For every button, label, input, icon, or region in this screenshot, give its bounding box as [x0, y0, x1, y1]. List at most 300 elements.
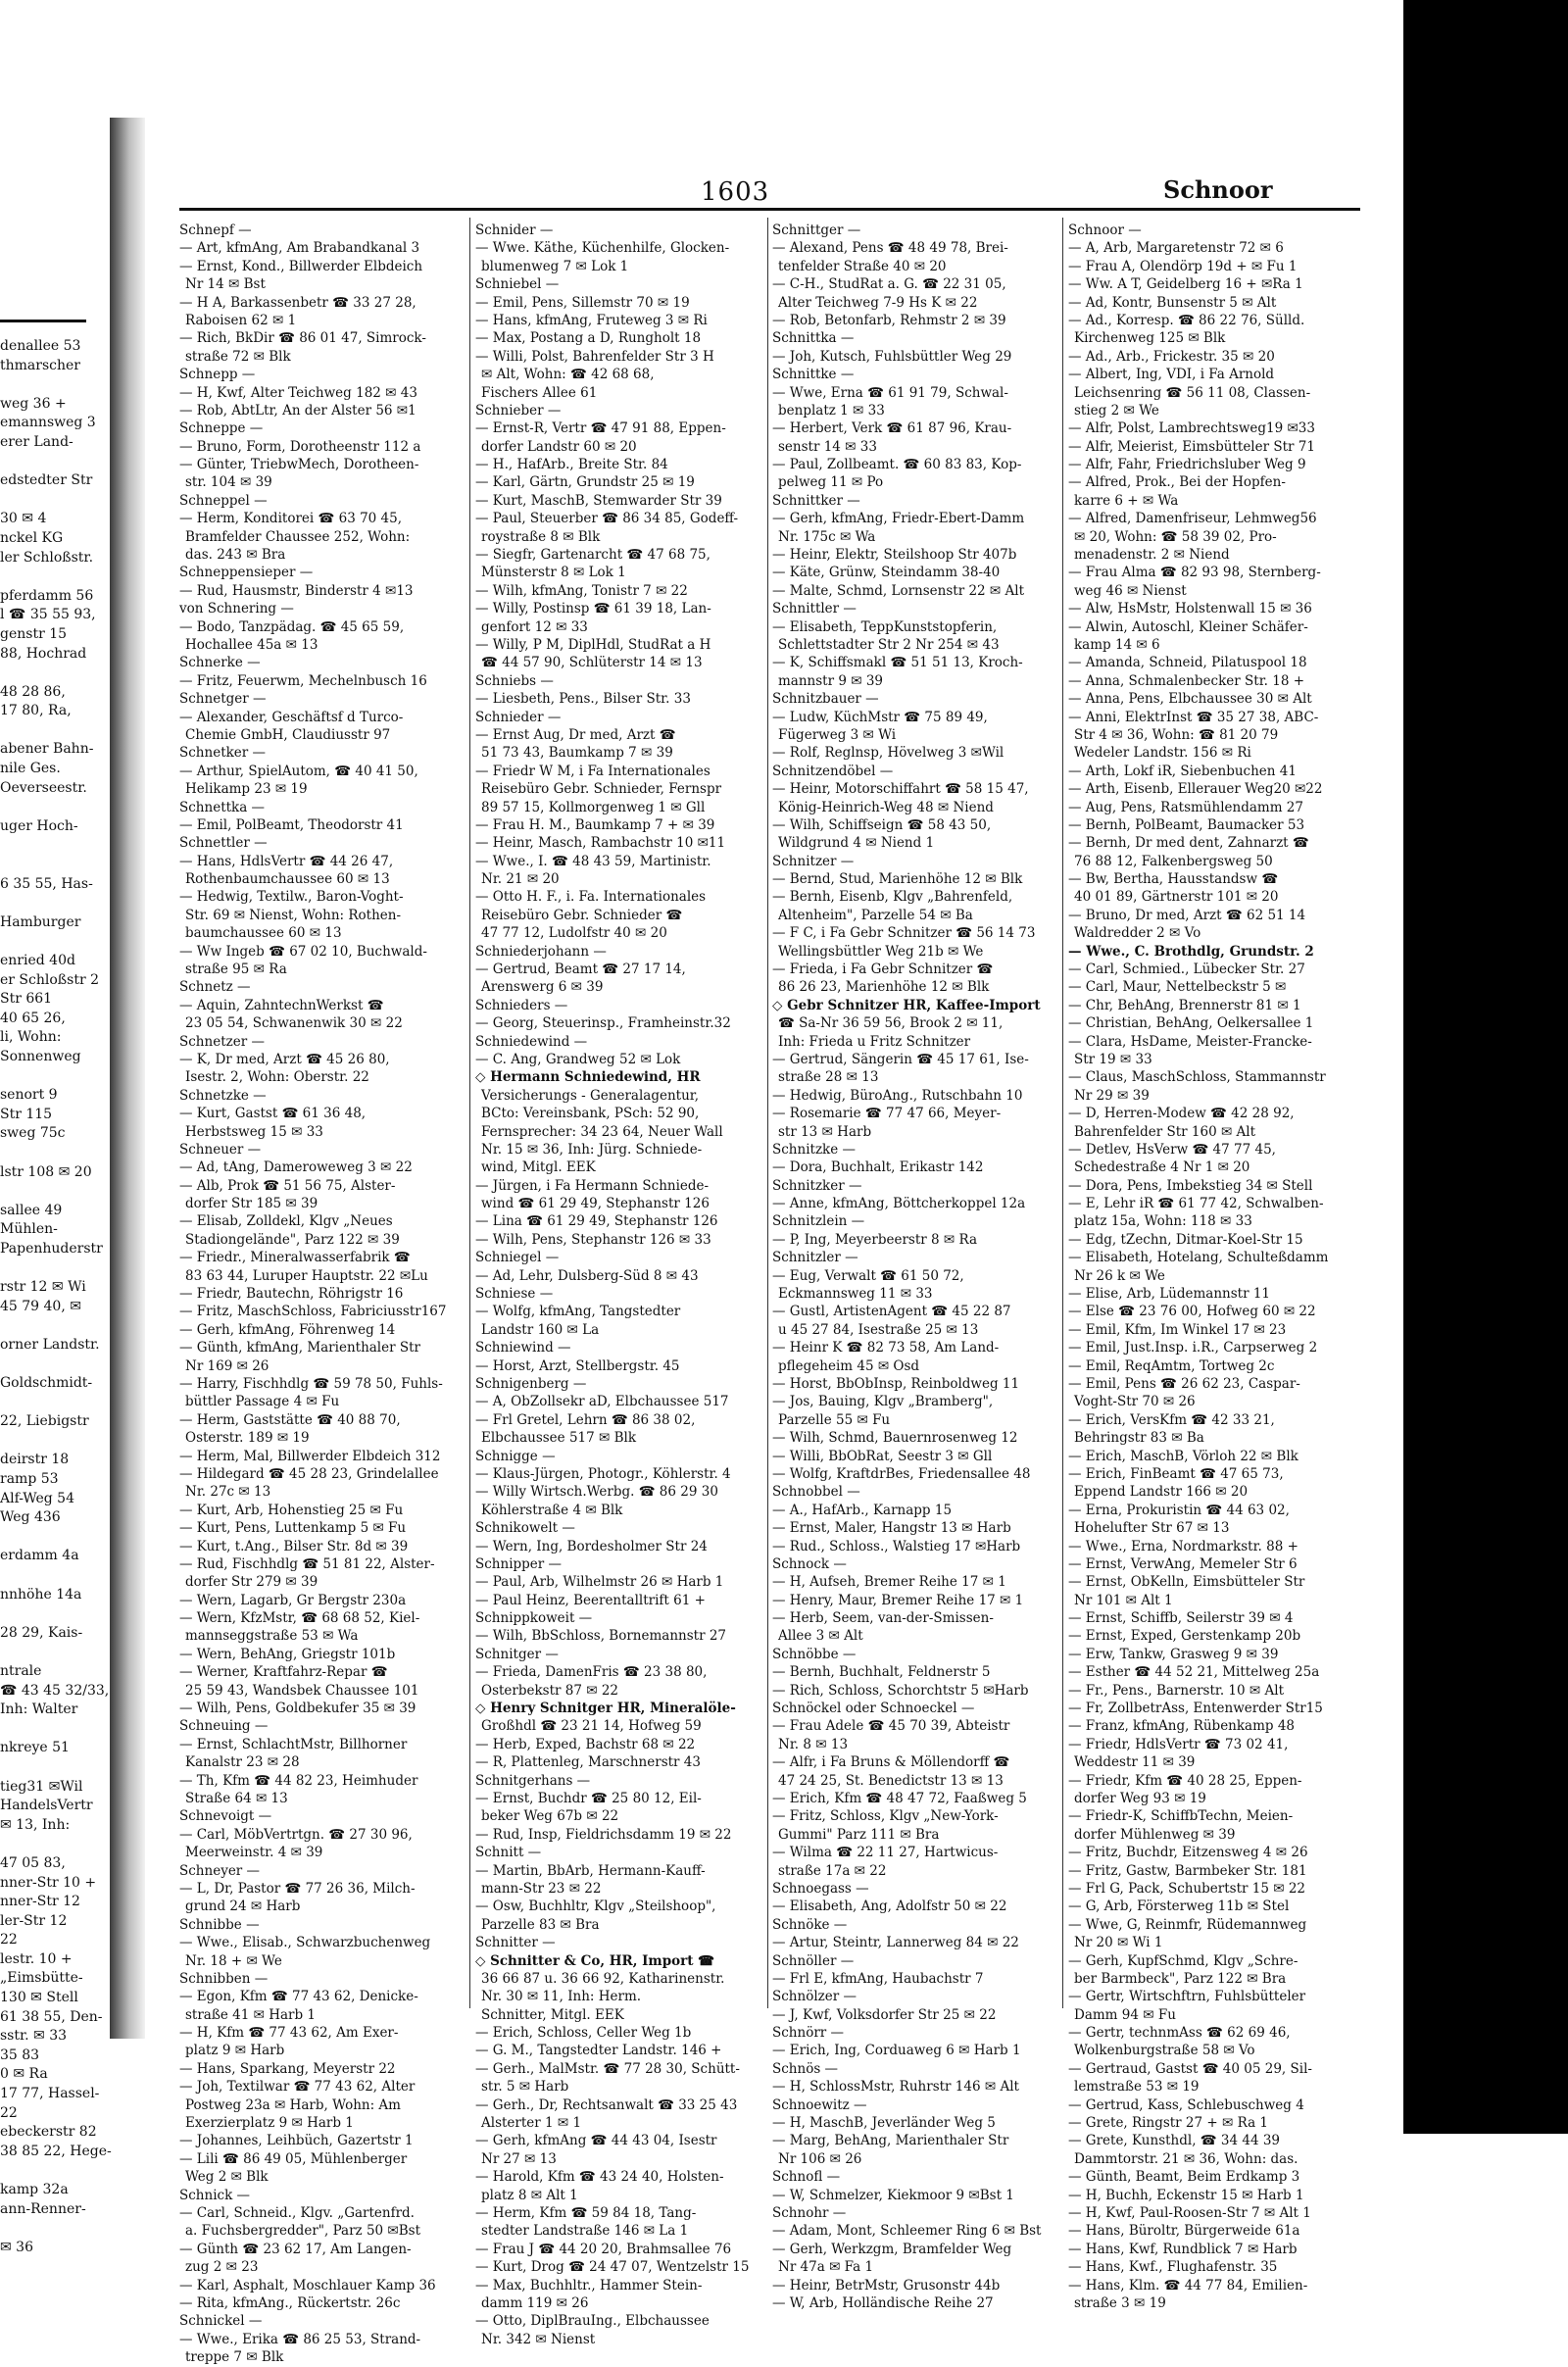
- directory-entry-line: — Friedr, HdlsVertr ☎ 73 02 41,: [1068, 1736, 1289, 1752]
- directory-entry-line: — Esther ☎ 44 52 21, Mittelweg 25a: [1068, 1664, 1320, 1681]
- previous-page-line: tieg31 ✉Wil: [0, 1778, 83, 1795]
- directory-entry-line: 40 01 89, Gärtnerstr 101 ✉ 20: [1074, 889, 1279, 906]
- previous-page-line: Alf-Weg 54: [0, 1490, 74, 1506]
- directory-entry-line: — Carl, Maur, Nettelbeckstr 5 ✉: [1068, 979, 1287, 996]
- directory-entry-line: — Alfr, Fahr, Friedrichsluber Weg 9: [1068, 457, 1306, 473]
- directory-entry-line: — Rolf, Reglnsp, Hövelweg 3 ✉Wil: [772, 745, 1004, 762]
- directory-entry-line: — Gertrud, Sängerin ☎ 45 17 61, Ise-: [772, 1051, 1029, 1067]
- directory-entry-line: — Frieda, DamenFris ☎ 23 38 80,: [475, 1664, 708, 1681]
- directory-entry-line: — Gerh, kfmAng ☎ 44 43 04, Isestr: [475, 2133, 717, 2149]
- directory-entry-line: Köhlerstraße 4 ✉ Blk: [481, 1502, 623, 1518]
- directory-entry-line: — Dora, Buchhalt, Erikastr 142: [772, 1159, 984, 1176]
- directory-entry-line: — Karl, Gärtn, Grundstr 25 ✉ 19: [475, 474, 695, 491]
- previous-page-line: [0, 2219, 98, 2239]
- directory-entry-line: — Ludw, KüchMstr ☎ 75 89 49,: [772, 709, 988, 725]
- directory-entry-line: Waldredder 2 ✉ Vo: [1074, 925, 1201, 942]
- previous-page-line: 22: [0, 1932, 18, 1948]
- directory-entry-line: — Ww. A T, Geidelberg 16 + ✉Ra 1: [1068, 276, 1303, 293]
- directory-entry-line: König-Heinrich-Weg 48 ✉ Niend: [778, 799, 994, 815]
- directory-entry-line: Hochallee 45a ✉ 13: [185, 636, 318, 653]
- directory-entry-line: — Bernh, Buchhalt, Feldnerstr 5: [772, 1664, 991, 1681]
- directory-entry-line: — Friedr W M, i Fa Internationales: [475, 763, 710, 779]
- directory-entry-line: — Kurt, Gastst ☎ 61 36 48,: [179, 1106, 367, 1122]
- directory-entry-line: Nr. 15 ✉ 36, Inh: Jürg. Schniede-: [481, 1141, 703, 1158]
- directory-entry-line: — Friedr., Mineralwasserfabrik ☎: [179, 1250, 411, 1266]
- directory-entry-line: benplatz 1 ✉ 33: [778, 402, 885, 419]
- directory-entry-line: — Anna, Pens, Elbchaussee 30 ✉ Alt: [1068, 691, 1312, 708]
- directory-entry-line: — A., HafArb., Karnapp 15: [772, 1502, 953, 1518]
- directory-entry-line: — Gustl, ArtistenAgent ☎ 45 22 87: [772, 1304, 1011, 1320]
- directory-entry-line: — H, Kwf, Alter Teichweg 182 ✉ 43: [179, 384, 417, 401]
- directory-entry-line: — Anne, kfmAng, Böttcherkoppel 12a: [772, 1196, 1026, 1212]
- directory-entry-line: genfort 12 ✉ 33: [481, 618, 588, 635]
- directory-entry-line: Alter Teichweg 7-9 Hs K ✉ 22: [778, 294, 978, 311]
- directory-entry-line: — Jürgen, i Fa Hermann Schniede-: [475, 1177, 710, 1194]
- previous-page-line: 88, Hochrad: [0, 645, 87, 662]
- directory-entry-line: ◇ Schnitter & Co, HR, Import ☎: [475, 1952, 715, 1969]
- directory-entry-line: zug 2 ✉ 23: [185, 2259, 259, 2276]
- previous-page-line: abener Bahn-: [0, 741, 94, 758]
- directory-entry-line: — Johannes, Leihbüch, Gazertstr 1: [179, 2133, 414, 2149]
- previous-page-line: [0, 375, 98, 395]
- directory-entry-line: — Wwe., Erna, Nordmarkstr. 88 +: [1068, 1538, 1298, 1554]
- directory-entry-line: — Heinr, Motorschiffahrt ☎ 58 15 47,: [772, 781, 1029, 798]
- directory-entry-line: — Hedwig, BüroAng., Rutschbahn 10: [772, 1087, 1023, 1104]
- directory-entry-line: — Adam, Mont, Schleemer Ring 6 ✉ Bst: [772, 2223, 1042, 2240]
- directory-entry-line: wind, Mitgl. EEK: [481, 1159, 596, 1176]
- directory-entry-line: damm 119 ✉ 26: [481, 2294, 589, 2311]
- directory-entry-line: — Friedr, Bautechn, Röhrigstr 16: [179, 1286, 404, 1303]
- previous-page-line: Inh: Walter: [0, 1701, 78, 1718]
- directory-entry-line: str. 104 ✉ 39: [185, 474, 272, 491]
- directory-entry-line: das. 243 ✉ Bra: [185, 547, 286, 564]
- directory-column-4: [1068, 222, 1339, 2312]
- surname-heading: Schnohr —: [772, 2204, 847, 2221]
- directory-column-2: [475, 222, 750, 2348]
- directory-entry-line: — Herm, Konditorei ☎ 63 70 45,: [179, 511, 403, 527]
- directory-entry-line: — Elisabeth, Ang, Adolfstr 50 ✉ 22: [772, 1899, 1007, 1915]
- directory-entry-line: — Ad, tAng, Dameroweweg 3 ✉ 22: [179, 1159, 413, 1176]
- directory-entry-line: — Käte, Grünw, Steindamm 38-40: [772, 565, 1001, 581]
- surname-heading: Schnipper —: [475, 1555, 563, 1572]
- previous-page-line: ebeckerstr 82: [0, 2124, 97, 2141]
- directory-entry-line: Leichsenring ☎ 56 11 08, Classen-: [1074, 384, 1311, 401]
- previous-page-line: ntrale: [0, 1662, 42, 1679]
- directory-entry-line: Schedestraße 4 Nr 1 ✉ 20: [1074, 1159, 1250, 1176]
- directory-entry-line: Nr 26 k ✉ We: [1074, 1267, 1165, 1284]
- directory-entry-line: straße 95 ✉ Ra: [185, 962, 287, 978]
- surname-heading: Schnörr —: [772, 2025, 845, 2042]
- directory-entry-line: stedter Landstraße 146 ✉ La 1: [481, 2223, 689, 2240]
- surname-heading: Schnitzbauer —: [772, 691, 879, 708]
- directory-entry-line: Nr 29 ✉ 39: [1074, 1087, 1150, 1104]
- surname-heading: Schnepf —: [179, 222, 252, 238]
- directory-entry-line: menadenstr. 2 ✉ Niend: [1074, 547, 1230, 564]
- directory-entry-line: — Franz, kfmAng, Rübenkamp 48: [1068, 1718, 1296, 1735]
- directory-entry-line: karre 6 + ✉ Wa: [1074, 492, 1179, 509]
- directory-entry-line: Fischers Allee 61: [481, 384, 598, 401]
- previous-page-line: 61 38 55, Den-: [0, 2008, 103, 2025]
- scan-dark-margin: [1403, 0, 1568, 2134]
- directory-entry-line: dorfer Str 279 ✉ 39: [185, 1574, 318, 1591]
- directory-entry-line: — Heinr K ☎ 82 73 58, Am Land-: [772, 1340, 1000, 1356]
- directory-entry-line: ber Barmbeck", Parz 122 ✉ Bra: [1074, 1970, 1287, 1987]
- directory-entry-line: — Wilh, Pens, Stephanstr 126 ✉ 33: [475, 1231, 711, 1248]
- directory-entry-line: Nr 20 ✉ Wi 1: [1074, 1935, 1163, 1951]
- directory-entry-line: platz 8 ✉ Alt 1: [481, 2187, 578, 2203]
- directory-entry-line: — Hans, Kwf, Rundblick 7 ✉ Harb: [1068, 2241, 1298, 2257]
- directory-entry-line: — Siegfr, Gartenarcht ☎ 47 68 75,: [475, 547, 710, 564]
- previous-page-line: [0, 1528, 98, 1548]
- directory-entry-line: — E, Lehr iR ☎ 61 77 42, Schwalben-: [1068, 1196, 1324, 1212]
- directory-entry-line: weg 46 ✉ Nienst: [1074, 582, 1187, 599]
- previous-page-line: weg 36 +: [0, 395, 67, 412]
- directory-entry-line: — Rud., Schloss., Walstieg 17 ✉Harb: [772, 1538, 1021, 1554]
- directory-entry-line: — Frl Gretel, Lehrn ☎ 86 38 02,: [475, 1411, 696, 1428]
- surname-heading: Schnetz —: [179, 979, 251, 996]
- surname-heading: Schnetker —: [179, 745, 267, 762]
- surname-heading: Schniedewind —: [475, 1033, 588, 1050]
- directory-entry-line: — Arth, Lokf iR, Siebenbuchen 41: [1068, 763, 1297, 779]
- surname-heading: Schnoor —: [1068, 222, 1142, 238]
- surname-heading: Schnöbbe —: [772, 1646, 857, 1662]
- directory-entry-line: Raboisen 62 ✉ 1: [185, 312, 297, 328]
- directory-column-3: [772, 222, 1043, 2312]
- directory-entry-line: — Gerh, kfmAng, Föhrenweg 14: [179, 1321, 396, 1338]
- directory-entry-line: — Rud, Insp, Fieldrichsdamm 19 ✉ 22: [475, 1826, 732, 1843]
- directory-entry-line: — Erich, Schloss, Celler Weg 1b: [475, 2025, 692, 2042]
- directory-entry-line: ☎ 44 57 90, Schlüterstr 14 ✉ 13: [481, 655, 703, 671]
- previous-page-line: Goldschmidt-: [0, 1375, 93, 1392]
- directory-entry-line: — Wwe, G, Reinmfr, Rüdemannweg: [1068, 1916, 1307, 1933]
- previous-page-line: er Schloßstr 2: [0, 971, 99, 988]
- directory-entry-line: — Rud, Fischhdlg ☎ 51 81 22, Alster-: [179, 1555, 435, 1572]
- directory-entry-line: — Wern, KfzMstr, ☎ 68 68 52, Kiel-: [179, 1610, 420, 1627]
- directory-entry-line: — Anni, ElektrInst ☎ 35 27 38, ABC-: [1068, 709, 1319, 725]
- directory-entry-line: dorfer Weg 93 ✉ 19: [1074, 1790, 1206, 1806]
- directory-entry-line: — Ad., Korresp. ☎ 86 22 76, Sülld.: [1068, 312, 1305, 328]
- directory-entry-line: — Fr, ZollbetrAss, Entenwerder Str15: [1068, 1701, 1323, 1717]
- column-divider: [1062, 218, 1063, 2008]
- surname-heading: Schnigge —: [475, 1448, 556, 1464]
- previous-page-line: [0, 453, 98, 472]
- directory-entry-line: — Rosemarie ☎ 77 47 66, Meyer-: [772, 1106, 1002, 1122]
- directory-entry-line: Parzelle 83 ✉ Bra: [481, 1916, 600, 1933]
- directory-entry-line: — C. Ang, Grandweg 52 ✉ Lok: [475, 1051, 681, 1067]
- directory-entry-line: — Arth, Eisenb, Ellerauer Weg20 ✉22: [1068, 781, 1323, 798]
- surname-heading: Schnettler —: [179, 835, 268, 852]
- directory-entry-line: — Emil, Pens ☎ 26 62 23, Caspar-: [1068, 1376, 1300, 1392]
- directory-entry-line: kamp 14 ✉ 6: [1074, 636, 1160, 653]
- directory-entry-line: — Amanda, Schneid, Pilatuspool 18: [1068, 655, 1307, 671]
- directory-entry-line: — Fritz, Buchdr, Eitzensweg 4 ✉ 26: [1068, 1845, 1308, 1861]
- directory-entry-line: — Herb, Seem, van-der-Smissen-: [772, 1610, 994, 1627]
- surname-heading: Schnös —: [772, 2060, 839, 2077]
- directory-entry-line: Wolkenburgstraße 58 ✉ Vo: [1074, 2043, 1255, 2059]
- previous-page-line: 45 79 40, ✉: [0, 1298, 81, 1314]
- surname-heading: Schnitzer —: [772, 853, 855, 869]
- surname-heading: Schnoewitz —: [772, 2096, 867, 2113]
- directory-entry-line: — Herbert, Verk ☎ 61 87 96, Krau-: [772, 420, 1012, 437]
- directory-entry-line: — Erich, VersKfm ☎ 42 33 21,: [1068, 1411, 1275, 1428]
- surname-heading: Schnitzendöbel —: [772, 763, 894, 779]
- surname-heading: Schnofl —: [772, 2169, 841, 2186]
- directory-entry-line: senstr 14 ✉ 33: [778, 438, 877, 455]
- directory-entry-line: tenfelder Straße 40 ✉ 20: [778, 258, 947, 274]
- directory-entry-line: — Rob, Betonfarb, Rehmstr 2 ✉ 39: [772, 312, 1006, 328]
- previous-page-line: ler-Str 12: [0, 1912, 68, 1929]
- surname-heading: Schniewind —: [475, 1340, 571, 1356]
- previous-page-line: [0, 664, 98, 683]
- directory-entry-line: Alsterter 1 ✉ 1: [481, 2115, 582, 2132]
- previous-page-line: deirstr 18: [0, 1452, 70, 1468]
- directory-entry-line: — Rud, Hausmstr, Binderstr 4 ✉13: [179, 582, 414, 599]
- directory-entry-line: — Rita, kfmAng., Rückertstr. 26c: [179, 2294, 401, 2311]
- directory-entry-line: Postweg 23a ✉ Harb, Wohn: Am: [185, 2096, 401, 2113]
- directory-entry-line: — Alfr, Polst, Lambrechtsweg19 ✉33: [1068, 420, 1315, 437]
- surname-heading: Schnitgerhans —: [475, 1772, 591, 1789]
- directory-entry-line: — Frl G, Pack, Schubertstr 15 ✉ 22: [1068, 1880, 1306, 1897]
- directory-entry-line: — Wwe., Erika ☎ 86 25 53, Strand-: [179, 2331, 421, 2347]
- previous-page-line: 17 77, Hassel-: [0, 2086, 100, 2102]
- directory-entry-line: — Chr, BehAng, Brenner​str 81 ✉ 1: [1068, 997, 1301, 1013]
- directory-entry-line: — H, Kfm ☎ 77 43 62, Am Exer-: [179, 2025, 399, 2042]
- previous-page-line: [0, 856, 98, 875]
- directory-entry-line: Str 19 ✉ 33: [1074, 1051, 1152, 1067]
- directory-entry-line: — C-H., StudRat a. G. ☎ 22 31 05,: [772, 276, 1006, 293]
- surname-heading: Schnickel —: [179, 2313, 263, 2330]
- directory-entry-line: Parzelle 55 ✉ Fu: [778, 1411, 891, 1428]
- surname-heading: Schnock —: [772, 1555, 847, 1572]
- directory-entry-line: Nr. 8 ✉ 13: [778, 1736, 849, 1752]
- directory-entry-line: ✉ 20, Wohn: ☎ 58 39 02, Pro-: [1074, 528, 1277, 545]
- directory-entry-line: roystraße 8 ✉ Blk: [481, 528, 601, 545]
- previous-page-line: li, Wohn:: [0, 1029, 62, 1046]
- directory-entry-line: — Frieda, i Fa Gebr Schnitzer ☎: [772, 962, 994, 978]
- previous-page-line: ✉ 36: [0, 2239, 33, 2255]
- directory-entry-line: — Ernst, Maler, Hangstr 13 ✉ Harb: [772, 1520, 1011, 1537]
- directory-entry-line: — Harry, Fischhdlg ☎ 59 78 50, Fuhls-: [179, 1376, 443, 1392]
- directory-entry-line: straße 41 ✉ Harb 1: [185, 2006, 317, 2023]
- directory-entry-line: — G, Arb, Försterweg 11b ✉ Stel: [1068, 1899, 1290, 1915]
- surname-heading: Schneppensieper —: [179, 565, 314, 581]
- directory-entry-line: — Friedr, Kfm ☎ 40 28 25, Eppen-: [1068, 1772, 1302, 1789]
- directory-entry-line: Nr 101 ✉ Alt 1: [1074, 1592, 1173, 1608]
- directory-entry-line: — Malte, Schmd, Lornsenstr 22 ✉ Alt: [772, 582, 1025, 599]
- surname-heading: Schnick —: [179, 2187, 251, 2203]
- directory-entry-line: — Frau Alma ☎ 82 93 98, Sternberg-: [1068, 565, 1321, 581]
- previous-page-line: erer Land-: [0, 433, 74, 450]
- directory-entry-line: — Alb, Prok ☎ 51 56 75, Alster-: [179, 1177, 396, 1194]
- directory-entry-line: — Art, kfmAng, Am Brabandkanal 3: [179, 240, 420, 257]
- previous-page-line: rstr 12 ✉ Wi: [0, 1279, 86, 1296]
- previous-page-line: [0, 721, 98, 741]
- directory-entry-line: — L, Dr, Pastor ☎ 77 26 36, Milch-: [179, 1880, 416, 1897]
- directory-entry-line: Altenheim", Parzelle 54 ✉ Ba: [778, 907, 973, 923]
- directory-entry-line: Str. 69 ✉ Nienst, Wohn: Rothen-: [185, 907, 402, 923]
- surname-heading: Schnevoigt —: [179, 1808, 272, 1825]
- directory-entry-line: — Ernst, VerwAng, Memeler Str 6: [1068, 1555, 1298, 1572]
- previous-page-line: l ☎ 35 55 93,: [0, 607, 96, 623]
- directory-entry-line: — F C, i Fa Gebr Schnitzer ☎ 56 14 73: [772, 925, 1036, 942]
- directory-entry-line: — Hans, Sparkang, Meyerstr 22: [179, 2060, 396, 2077]
- directory-entry-line: — Herm, Mal, Billwerder Elbdeich 312: [179, 1448, 441, 1464]
- directory-entry-line: — Otto H. F., i. Fa. Internationales: [475, 889, 707, 906]
- surname-heading: Schnider —: [475, 222, 554, 238]
- directory-entry-line: — Martin, BbArb, Hermann-Kauff-: [475, 1862, 706, 1879]
- directory-entry-line: — Erich, Ing, Corduaweg 6 ✉ Harb 1: [772, 2043, 1021, 2059]
- directory-entry-line: ◇ Gebr Schnitzer HR, Kaffee-Import: [772, 997, 1041, 1013]
- directory-entry-line: Weddestr 11 ✉ 39: [1074, 1754, 1196, 1771]
- directory-entry-line: Dammtorstr. 21 ✉ 36, Wohn: das.: [1074, 2150, 1298, 2167]
- directory-entry-line: — Ernst, Kond., Billwerder Elbdeich: [179, 258, 423, 274]
- directory-entry-line: 36 66 87 u. 36 66 92, Katharinenstr.: [481, 1970, 725, 1987]
- directory-entry-line: Damm 94 ✉ Fu: [1074, 2006, 1176, 2023]
- directory-entry-line: Schnitter, Mitgl. EEK: [481, 2006, 624, 2023]
- directory-entry-line: — Gertraud, Gastst ☎ 40 05 29, Sil-: [1068, 2060, 1312, 2077]
- directory-entry-line: — Max, Buchhltr., Hammer Stein-: [475, 2277, 703, 2293]
- directory-entry-line: — Dora, Pens, Imbekstieg 34 ✉ Stell: [1068, 1177, 1313, 1194]
- previous-page-line: 28 29, Kais-: [0, 1624, 83, 1641]
- directory-entry-line: — Aug, Pens, Ratsmühlendamm 27: [1068, 799, 1303, 815]
- previous-page-line: Weg 436: [0, 1509, 61, 1526]
- previous-page-line: orner Landstr.: [0, 1336, 100, 1353]
- directory-entry-line: — Elisabeth, Hotelang, Schulteßdamm: [1068, 1250, 1329, 1266]
- directory-entry-line: Nr. 18 + ✉ We: [185, 1952, 282, 1969]
- previous-page-line: 6 35 55, Has-: [0, 875, 93, 892]
- directory-entry-line: — Albert, Ing, VDI, i Fa Arnold: [1068, 367, 1275, 383]
- previous-page-line: Str 661: [0, 991, 53, 1008]
- directory-entry-line: ☎ Sa-Nr 36 59 56, Brook 2 ✉ 11,: [778, 1015, 1004, 1032]
- previous-page-line: [0, 1432, 98, 1452]
- directory-entry-line: — Gerh, KupfSchmd, Klgv „Schre-: [1068, 1952, 1298, 1969]
- previous-page-line: 130 ✉ Stell: [0, 1990, 78, 2006]
- directory-entry-line: — H, SchlossMstr, Ruhrstr 146 ✉ Alt: [772, 2079, 1019, 2096]
- directory-entry-line: — Gertr, Wirtschftrn, Fuhlsbütteler: [1068, 1989, 1306, 2005]
- surname-heading: Schniegel —: [475, 1250, 560, 1266]
- previous-page-line: [0, 1758, 98, 1778]
- previous-page-line: [0, 1144, 98, 1163]
- previous-page-line: Str 115: [0, 1106, 53, 1122]
- directory-entry-line: — Willy Wirtsch.Werbg. ☎ 86 29 30: [475, 1484, 718, 1501]
- directory-entry-line: Nr 27 ✉ 13: [481, 2150, 557, 2167]
- directory-entry-line: platz 9 ✉ Harb: [185, 2043, 285, 2059]
- surname-heading: Schnöke —: [772, 1916, 848, 1933]
- directory-entry-line: — Kurt, Pens, Luttenkamp 5 ✉ Fu: [179, 1520, 407, 1537]
- directory-entry-line: — Fritz, Feuerwm, Mechelnbusch 16: [179, 672, 427, 689]
- directory-entry-line: a. Fuchsbergredder", Parz 50 ✉Bst: [185, 2223, 421, 2240]
- directory-entry-line: Wedeler Landstr. 156 ✉ Ri: [1074, 745, 1251, 762]
- directory-entry-line: Allee 3 ✉ Alt: [778, 1628, 863, 1645]
- surname-heading: Schneuing —: [179, 1718, 269, 1735]
- directory-entry-line: — Herb, Exped, Bachstr 68 ✉ 22: [475, 1736, 696, 1752]
- directory-entry-line: — Alfred, Prok., Bei der Hopfen-: [1068, 474, 1286, 491]
- directory-entry-line: — Heinr, Masch, Rambachstr 10 ✉11: [475, 835, 726, 852]
- surname-heading: Schnittke —: [772, 367, 855, 383]
- directory-entry-line: — Heinr, Elektr, Steilshoop Str 407b: [772, 547, 1017, 564]
- directory-entry-line: — Gerh., MalMstr. ☎ 77 28 30, Schütt-: [475, 2060, 740, 2077]
- previous-page-line: kamp 32a: [0, 2182, 69, 2197]
- directory-entry-line: str. 5 ✉ Harb: [481, 2079, 569, 2096]
- directory-entry-line: — Rob, AbtLtr, An der Alster 56 ✉1: [179, 402, 416, 419]
- previous-page-line: 47 05 83,: [0, 1854, 66, 1871]
- directory-entry-line: Eppend Landstr 166 ✉ 20: [1074, 1484, 1249, 1501]
- directory-entry-line: Nr 47a ✉ Fa 1: [778, 2259, 874, 2276]
- directory-entry-line: — Egon, Kfm ☎ 77 43 62, Denicke-: [179, 1989, 418, 2005]
- directory-entry-line: — Herm, Gaststätte ☎ 40 88 70,: [179, 1411, 401, 1428]
- surname-heading: Schnitt —: [475, 1845, 542, 1861]
- directory-entry-line: — Carl, Schneid., Klgv. „Gartenfrd.: [179, 2204, 415, 2221]
- directory-entry-line: — Gerh, Werkzgm, Bramfelder Weg: [772, 2241, 1012, 2257]
- directory-entry-line: — Werner, Kraftfahrz-Repar ☎: [179, 1664, 388, 1681]
- surname-heading: Schniebel —: [475, 276, 560, 293]
- directory-entry-line: — Marg, BehAng, Marienthaler Str: [772, 2133, 1009, 2149]
- directory-entry-line: — Frau J ☎ 44 20 20, Brahmsallee 76: [475, 2241, 732, 2257]
- previous-page-line: nnhöhe 14a: [0, 1586, 82, 1603]
- directory-entry-line: — Grete, Kunsthdl, ☎ 34 44 39: [1068, 2133, 1281, 2149]
- directory-entry-line: — Alexander, Geschäftsf d Turco-: [179, 709, 404, 725]
- directory-entry-line: — Friedr-K, SchiffbTechn, Meien-: [1068, 1808, 1294, 1825]
- directory-entry-line: Landstr 160 ✉ La: [481, 1321, 600, 1338]
- directory-entry-line: Herbstsweg 15 ✉ 33: [185, 1123, 323, 1140]
- directory-entry-line: — Liesbeth, Pens., Bilser Str. 33: [475, 691, 691, 708]
- previous-page-line: ☎ 43 45 32/33,: [0, 1682, 110, 1699]
- directory-entry-line: — Joh, Kutsch, Fuhlsbüttler Weg 29: [772, 348, 1012, 365]
- surname-heading: Schnittka —: [772, 330, 855, 347]
- directory-entry-line: — Fritz, Schloss, Klgv „New-York-: [772, 1808, 999, 1825]
- previous-page-line: [0, 1604, 98, 1624]
- directory-entry-line: Nr. 21 ✉ 20: [481, 871, 560, 888]
- surname-heading: Schnepp —: [179, 367, 256, 383]
- directory-entry-line: — Bruno, Form, Dorotheenstr 112 a: [179, 438, 421, 455]
- directory-entry-line: ◇ Henry Schnitger HR, Mineralöle-: [475, 1701, 736, 1717]
- directory-entry-line: — Kurt, Arb, Hohenstieg 25 ✉ Fu: [179, 1502, 404, 1518]
- directory-entry-line: — H., HafArb., Breite Str. 84: [475, 457, 668, 473]
- directory-entry-line: — Wwe., Elisab., Schwarzbuchenweg: [179, 1935, 431, 1951]
- directory-entry-line: — Arthur, SpielAutom, ☎ 40 41 50,: [179, 763, 418, 779]
- running-head: Schnoor: [1163, 175, 1273, 204]
- directory-entry-line: — Elise, Arb, Lüdemannstr 11: [1068, 1286, 1271, 1303]
- directory-entry-line: — Wwe., C. Brothdlg, Grundstr. 2: [1068, 943, 1314, 960]
- directory-entry-line: Nr. 175c ✉ Wa: [778, 528, 876, 545]
- directory-entry-line: — Frl E, kfmAng, Haubachstr 7: [772, 1970, 984, 1987]
- directory-entry-line: — Claus, MaschSchloss, Stammannstr: [1068, 1069, 1326, 1086]
- directory-entry-line: — Wern, Lagarb, Gr Bergstr 230a: [179, 1592, 407, 1608]
- directory-entry-line: Münsterstr 8 ✉ Lok 1: [481, 565, 626, 581]
- previous-page-line: [0, 1643, 98, 1662]
- directory-entry-line: — Gertrud, Kass, Schlebuschweg 4: [1068, 2096, 1304, 2113]
- surname-heading: Schnitzker —: [772, 1177, 862, 1194]
- directory-entry-line: — Alfr, Meierist, Eimsbütteler Str 71: [1068, 438, 1315, 455]
- directory-entry-line: — Wern, Ing, Bordesholmer Str 24: [475, 1538, 708, 1554]
- surname-heading: Schneuer —: [179, 1141, 262, 1158]
- surname-heading: Schnigenberg —: [475, 1376, 587, 1392]
- previous-page-line: genstr 15: [0, 625, 68, 642]
- directory-entry-line: Osterbekstr 87 ✉ 22: [481, 1682, 619, 1699]
- directory-entry-line: — Wwe, Erna ☎ 61 91 79, Schwal-: [772, 384, 1008, 401]
- surname-heading: Schnerke —: [179, 655, 261, 671]
- directory-page: [147, 125, 1396, 2366]
- directory-entry-line: — Kurt, Drog ☎ 24 47 07, Wentzelstr 15: [475, 2259, 750, 2276]
- directory-entry-line: dorfer Str 185 ✉ 39: [185, 1196, 318, 1212]
- surname-heading: Schnölzer —: [772, 1989, 857, 2005]
- directory-entry-line: — Wilh, Schmd, Bauernrosenweg 12: [772, 1430, 1018, 1447]
- directory-entry-line: Wildgrund 4 ✉ Niend 1: [778, 835, 935, 852]
- directory-entry-line: — Anna, Schmalenbecker Str. 18 +: [1068, 672, 1305, 689]
- previous-page-line: HandelsVertr: [0, 1798, 93, 1814]
- directory-entry-line: Kirchenweg 125 ✉ Blk: [1074, 330, 1226, 347]
- previous-page-line: [0, 932, 98, 952]
